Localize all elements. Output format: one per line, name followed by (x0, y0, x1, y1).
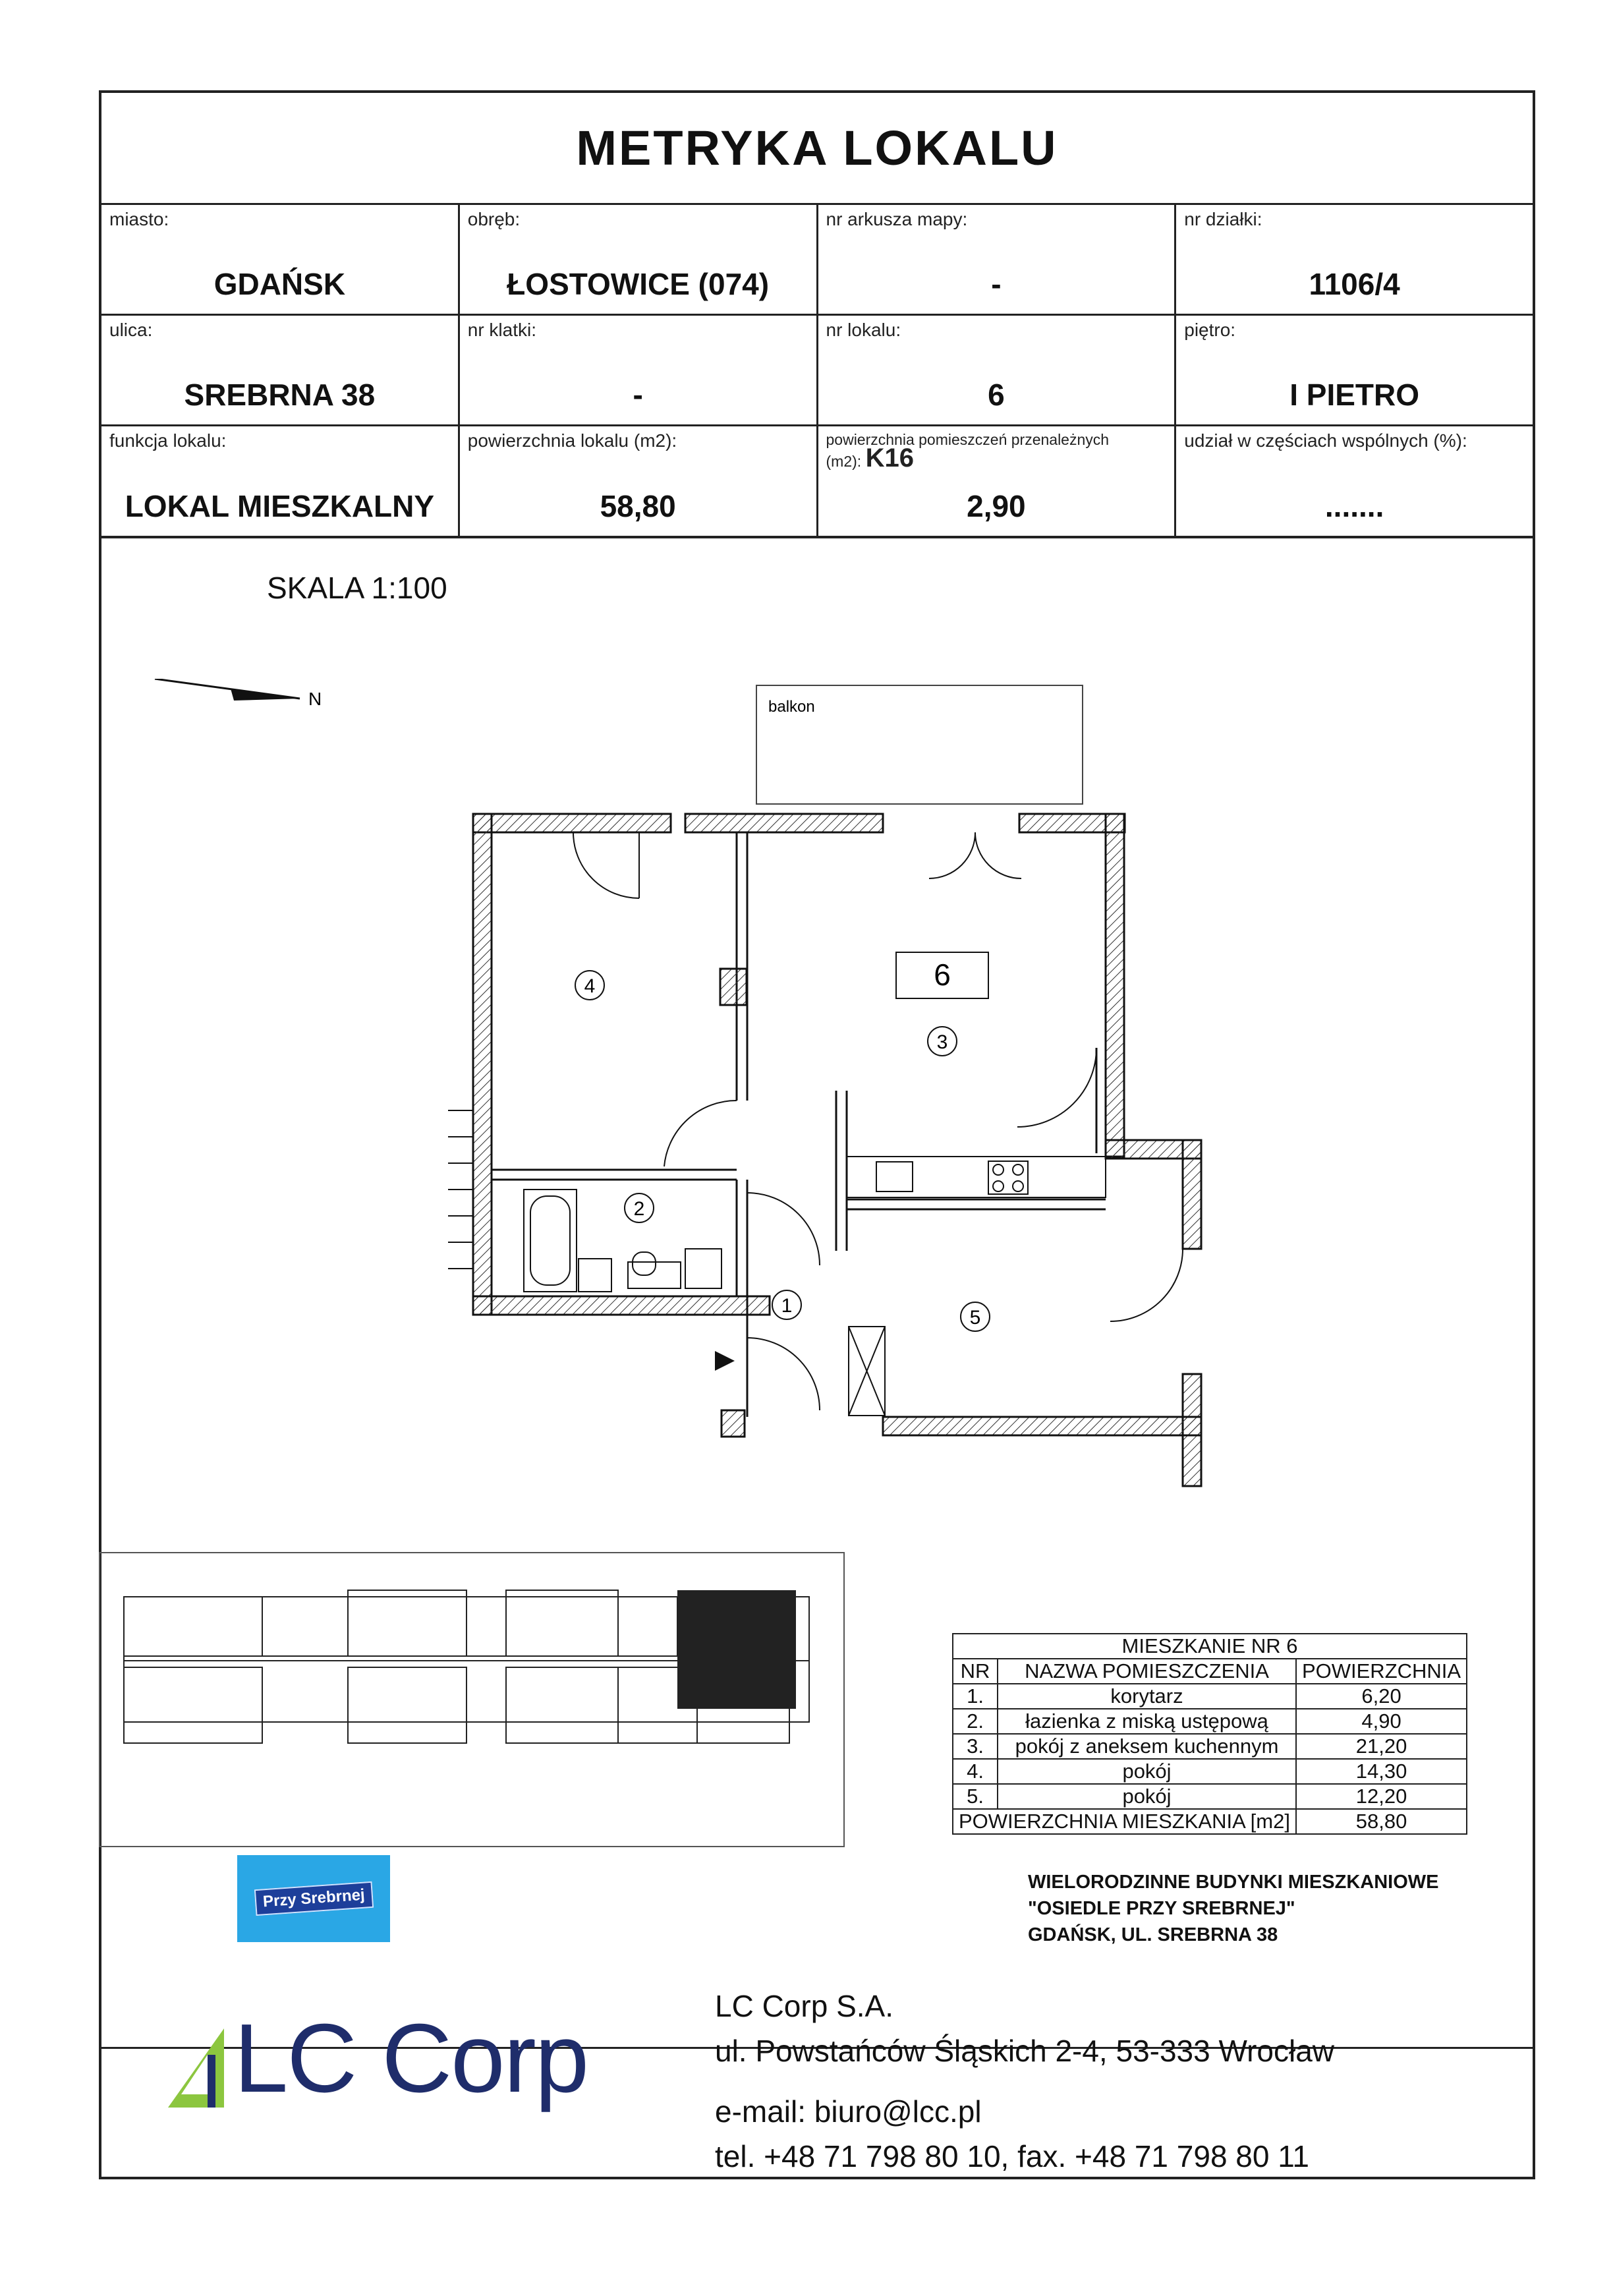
table-row (953, 1684, 1467, 1709)
info-row-1 (101, 205, 1533, 316)
room-nr: 1. (953, 1684, 998, 1709)
rooms-table (952, 1633, 1467, 1835)
cell-value: 1106/4 (1309, 267, 1400, 301)
unit-info-grid (101, 205, 1533, 538)
room-marker-3 (928, 1027, 957, 1056)
lc-corp-logo-text: LC Corp (234, 2004, 588, 2113)
unit-label (896, 952, 988, 998)
cell-label (826, 430, 1110, 471)
bathroom-fixtures (524, 1190, 722, 1292)
project-line: "OSIEDLE PRZY SREBRNEJ" (1028, 1898, 1295, 1919)
room-nr: 5. (953, 1784, 998, 1809)
room-area: 12,20 (1296, 1784, 1467, 1809)
highlighted-unit (677, 1590, 796, 1709)
document-title: METRYKA LOKALU (101, 93, 1533, 205)
room-markers (575, 971, 990, 1331)
storage-code: K16 (865, 444, 914, 473)
cell-map-sheet (818, 205, 1177, 314)
room-area: 21,20 (1296, 1734, 1467, 1759)
cell-value: 2,90 (967, 489, 1026, 523)
table-total-row (953, 1809, 1467, 1834)
project-info (1028, 1869, 1439, 1948)
cell-label: ulica: (109, 320, 153, 340)
cell-value: SREBRNA 38 (184, 378, 376, 412)
cell-value: GDAŃSK (213, 267, 346, 301)
cell-label: funkcja lokalu: (109, 430, 227, 451)
room-name: pokój (998, 1759, 1296, 1784)
room-marker-1 (772, 1290, 801, 1319)
project-line: GDAŃSK, UL. SREBRNA 38 (1028, 1924, 1278, 1945)
cell-label: udział w częściach wspólnych (%): (1184, 430, 1467, 451)
cell-label: obręb: (467, 209, 521, 229)
scale-label: SKALA 1:100 (267, 571, 447, 605)
room-name: pokój (998, 1784, 1296, 1809)
cell-label: nr arkusza mapy: (826, 209, 968, 229)
company-name: LC Corp S.A. (715, 1989, 893, 2023)
cell-value: LOKAL MIESZKALNY (125, 489, 435, 523)
room-marker-label: 3 (936, 1031, 948, 1053)
room-area: 6,20 (1296, 1684, 1467, 1709)
cell-label: powierzchnia lokalu (m2): (467, 430, 677, 451)
room-marker-label: 4 (584, 975, 596, 997)
info-row-3 (101, 426, 1533, 538)
floor-plan (99, 679, 1351, 1489)
north-label: N (308, 689, 322, 709)
rooms-table-caption: MIESZKANIE NR 6 (953, 1634, 1467, 1659)
room-area: 4,90 (1296, 1709, 1467, 1734)
lc-corp-mark-icon (168, 2028, 227, 2108)
cell-label: nr lokalu: (826, 320, 901, 340)
cell-unit-number (818, 316, 1177, 424)
cell-label: nr działki: (1184, 209, 1262, 229)
external-stairs (448, 1110, 473, 1269)
cell-label-line1: powierzchnia pomieszczeń przenależnych (826, 431, 1110, 448)
cell-unit-area (460, 426, 818, 536)
room-marker-label: 5 (969, 1307, 981, 1329)
estate-logo-text: Przy Srebrnej (254, 1881, 373, 1916)
cell-value: 6 (988, 378, 1005, 412)
room-marker-4 (575, 971, 604, 1000)
total-label: POWIERZCHNIA MIESZKANIA [m2] (953, 1809, 1296, 1834)
table-row (953, 1759, 1467, 1784)
cell-value: I PIETRO (1289, 378, 1420, 412)
table-row (953, 1709, 1467, 1734)
cell-floor (1176, 316, 1533, 424)
cell-precinct (460, 205, 818, 314)
cell-value: ŁOSTOWICE (074) (507, 267, 770, 301)
kitchen-counter (847, 1157, 1106, 1197)
cell-city (101, 205, 460, 314)
col-header-nr: NR (953, 1659, 998, 1684)
room-marker-5 (961, 1302, 990, 1331)
balcony-label: balkon (768, 698, 815, 716)
col-header-area: POWIERZCHNIA (1296, 1659, 1467, 1684)
balcony (756, 685, 1083, 804)
lc-corp-logo (168, 2004, 588, 2113)
unit-label-text: 6 (934, 958, 951, 992)
table-row (953, 1734, 1467, 1759)
total-value: 58,80 (1296, 1809, 1467, 1834)
table-row (953, 1784, 1467, 1809)
company-address: ul. Powstańców Śląskich 2-4, 53-333 Wrocław (715, 2034, 1335, 2068)
cell-label: miasto: (109, 209, 169, 229)
cell-staircase (460, 316, 818, 424)
cell-street (101, 316, 460, 424)
estate-logo (237, 1855, 390, 1942)
room-nr: 4. (953, 1759, 998, 1784)
company-contact (715, 1984, 1334, 2179)
room-name: pokój z aneksem kuchennym (998, 1734, 1296, 1759)
cell-label-line2: (m2): (826, 453, 862, 470)
building-key-plan (99, 1552, 847, 1849)
room-marker-label: 2 (633, 1198, 645, 1220)
room-area: 14,30 (1296, 1759, 1467, 1784)
room-name: korytarz (998, 1684, 1296, 1709)
room-name: łazienka z miską ustępową (998, 1709, 1296, 1734)
cell-plot (1176, 205, 1533, 314)
wardrobe (849, 1327, 885, 1416)
room-nr: 3. (953, 1734, 998, 1759)
cell-label: nr klatki: (467, 320, 536, 340)
info-row-2 (101, 316, 1533, 426)
cell-function (101, 426, 460, 536)
room-marker-2 (625, 1193, 654, 1222)
cell-value: ....... (1324, 489, 1384, 523)
cell-common-share (1176, 426, 1533, 536)
entrance-arrow-icon (715, 1351, 735, 1371)
door-swings (573, 832, 1183, 1410)
cell-value: - (633, 378, 643, 412)
cell-label: piętro: (1184, 320, 1236, 340)
project-line: WIELORODZINNE BUDYNKI MIESZKANIOWE (1028, 1872, 1439, 1893)
col-header-name: NAZWA POMIESZCZENIA (998, 1659, 1296, 1684)
cell-ancillary-area (818, 426, 1177, 536)
north-arrow-icon (155, 679, 322, 709)
cell-value: 58,80 (600, 489, 676, 523)
cell-value: - (991, 267, 1002, 301)
room-marker-label: 1 (781, 1295, 793, 1317)
company-email: e-mail: biuro@lcc.pl (715, 2094, 982, 2129)
interior-walls (492, 832, 1106, 1417)
room-nr: 2. (953, 1709, 998, 1734)
company-phones: tel. +48 71 798 80 10, fax. +48 71 798 80 11 (715, 2139, 1310, 2173)
